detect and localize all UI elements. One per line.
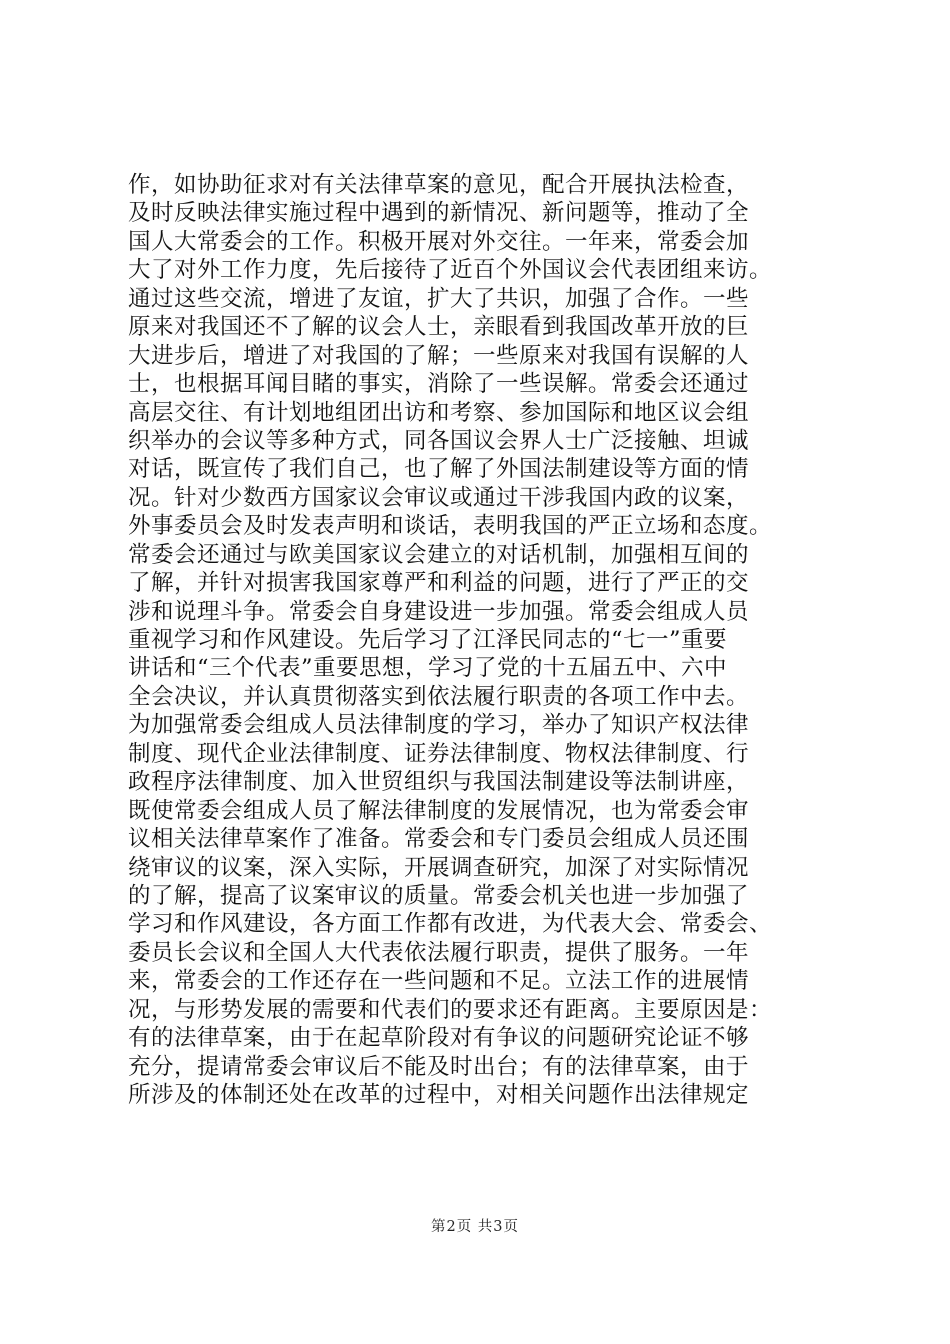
text-line: 学习和作风建设，各方面工作都有改进，为代表大会、常委会、 xyxy=(128,911,773,938)
text-line: 大了对外工作力度，先后接待了近百个外国议会代表团组来访。 xyxy=(128,257,773,284)
page-number-footer: 第2页 共3页 xyxy=(430,1219,520,1235)
text-line: 通过这些交流，增进了友谊，扩大了共识，加强了合作。一些 xyxy=(128,285,750,312)
text-line: 涉和说理斗争。常委会自身建设进一步加强。常委会组成人员 xyxy=(128,598,750,625)
text-line: 为加强常委会组成人员法律制度的学习，举办了知识产权法律 xyxy=(128,712,750,739)
text-line: 士，也根据耳闻目睹的事实，消除了一些误解。常委会还通过 xyxy=(128,371,750,398)
text-line: 对话，既宣传了我们自己，也了解了外国法制建设等方面的情 xyxy=(128,456,750,483)
text-line: 所涉及的体制还处在改革的过程中，对相关问题作出法律规定 xyxy=(128,1082,750,1108)
document-body-text xyxy=(128,171,868,1109)
text-line: 常委会还通过与欧美国家议会建立的对话机制，加强相互间的 xyxy=(128,541,750,568)
text-line: 政程序法律制度、加入世贸组织与我国法制建设等法制讲座， xyxy=(128,769,750,796)
text-line: 大进步后，增进了对我国的了解；一些原来对我国有误解的人 xyxy=(128,342,750,369)
text-line: 充分，提请常委会审议后不能及时出台；有的法律草案，由于 xyxy=(128,1053,750,1080)
text-line: 况。针对少数西方国家议会审议或通过干涉我国内政的议案， xyxy=(128,484,750,511)
text-line: 了解，并针对损害我国家尊严和利益的问题，进行了严正的交 xyxy=(128,570,750,597)
text-line: 来，常委会的工作还存在一些问题和不足。立法工作的进展情 xyxy=(128,968,750,995)
text-line: 况，与形势发展的需要和代表们的要求还有距离。主要原因是： xyxy=(128,996,773,1023)
text-line: 有的法律草案，由于在起草阶段对有争议的问题研究论证不够 xyxy=(128,1025,750,1052)
text-line: 讲话和“三个代表”重要思想，学习了党的十五届五中、六中 xyxy=(128,655,728,682)
text-line: 外事委员会及时发表声明和谈话，表明我国的严正立场和态度。 xyxy=(128,513,773,540)
text-line: 的了解，提高了议案审议的质量。常委会机关也进一步加强了 xyxy=(128,882,750,909)
text-line: 国人大常委会的工作。积极开展对外交往。一年来，常委会加 xyxy=(128,228,750,255)
text-line: 委员长会议和全国人大代表依法履行职责，提供了服务。一年 xyxy=(128,939,750,966)
text-line: 织举办的会议等多种方式，同各国议会界人士广泛接触、坦诚 xyxy=(128,427,750,454)
text-line: 绕审议的议案，深入实际，开展调查研究，加深了对实际情况 xyxy=(128,854,750,881)
text-line: 既使常委会组成人员了解法律制度的发展情况，也为常委会审 xyxy=(128,797,750,824)
text-line: 议相关法律草案作了准备。常委会和专门委员会组成人员还围 xyxy=(128,826,750,853)
text-line: 原来对我国还不了解的议会人士，亲眼看到我国改革开放的巨 xyxy=(128,314,750,341)
text-line: 制度、现代企业法律制度、证券法律制度、物权法律制度、行 xyxy=(128,740,750,767)
text-line: 及时反映法律实施过程中遇到的新情况、新问题等，推动了全 xyxy=(128,200,750,227)
text-line: 作，如协助征求对有关法律草案的意见，配合开展执法检查， xyxy=(128,172,750,198)
text-line: 重视学习和作风建设。先后学习了江泽民同志的“七一”重要 xyxy=(128,627,728,653)
text-line: 高层交往、有计划地组团出访和考察、参加国际和地区议会组 xyxy=(128,399,750,426)
text-line: 全会决议，并认真贯彻落实到依法履行职责的各项工作中去。 xyxy=(128,683,750,710)
